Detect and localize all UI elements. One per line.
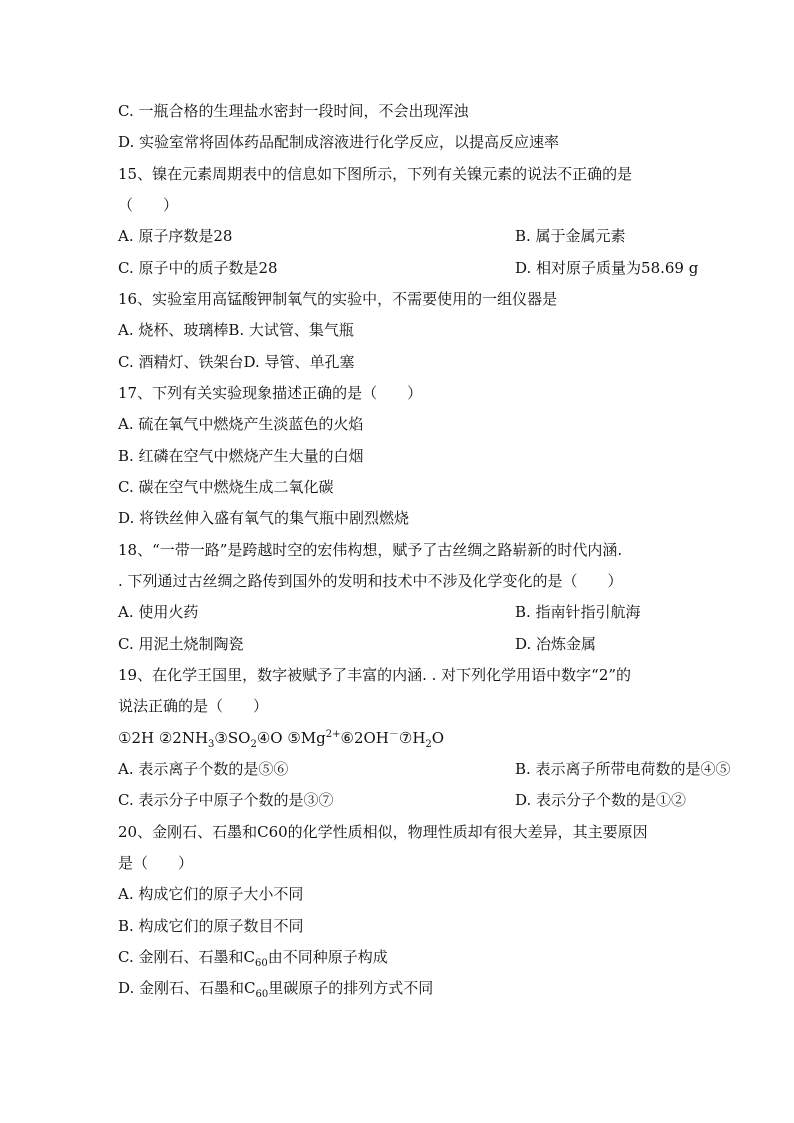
text-line: C. 一瓶合格的生理盐水密封一段时间，不会出现浑浊: [118, 102, 469, 120]
option: A. 烧杯、玻璃棒B. 大试管、集气瓶: [118, 321, 354, 339]
question-20-stem: 20、金刚石、石墨和C60的化学性质相似，物理性质却有很大差异，其主要原因: [118, 823, 648, 841]
question-20-stem: 是（ ）: [118, 854, 194, 872]
option-row: [118, 256, 699, 280]
question-19-stem: 说法正确的是（ ）: [118, 697, 269, 715]
option: C. 金刚石、石墨和$C_{60}$由不同种原子构成: [118, 948, 388, 969]
option: A. 使用火药: [118, 603, 199, 621]
option: C. 原子中的质子数是28: [118, 259, 278, 277]
question-17-stem: 17、下列有关实验现象描述正确的是（ ）: [118, 384, 423, 402]
option: C. 碳在空气中燃烧生成二氧化碳: [118, 478, 334, 496]
option-row: [118, 632, 597, 656]
option: C. 酒精灯、铁架台D. 导管、单孔塞: [118, 353, 355, 371]
question-18-stem: 18、“一带一路”是跨越时空的宏伟构想，赋予了古丝绸之路崭新的时代内涵.: [118, 541, 623, 559]
question-19-stem: 19、在化学王国里，数字被赋予了丰富的内涵. . 对下列化学用语中数字“2”的: [118, 666, 632, 684]
option-row: [118, 788, 687, 812]
option: D. 冶炼金属: [515, 635, 597, 653]
option: A. 表示离子个数的是⑤⑥: [118, 760, 289, 778]
option: C. 表示分子中原子个数的是③⑦: [118, 791, 334, 809]
answer-parentheses: （ ）: [118, 196, 179, 214]
option: A. 硫在氧气中燃烧产生淡蓝色的火焰: [118, 415, 364, 433]
option: B. 表示离子所带电荷数的是④⑤: [515, 760, 731, 778]
option-row: [118, 600, 641, 624]
option: D. 金刚石、石墨和$C_{60}$里碳原子的排列方式不同: [118, 979, 434, 1000]
option: A. 构成它们的原子大小不同: [118, 885, 304, 903]
option-row: [118, 757, 731, 781]
option: D. 将铁丝伸入盛有氧气的集气瓶中剧烈燃烧: [118, 509, 410, 527]
option: B. 指南针指引航海: [515, 603, 641, 621]
question-16-stem: 16、实验室用高锰酸钾制氧气的实验中，不需要使用的一组仪器是: [118, 290, 558, 308]
option: C. 用泥土烧制陶瓷: [118, 635, 244, 653]
option: B. 构成它们的原子数目不同: [118, 917, 304, 935]
option-row: [118, 224, 626, 248]
question-18-stem: . 下列通过古丝绸之路传到国外的发明和技术中不涉及化学变化的是（ ）: [118, 572, 623, 590]
option: A. 原子序数是28: [118, 227, 233, 245]
option: B. 红磷在空气中燃烧产生大量的白烟: [118, 447, 364, 465]
option: D. 相对原子质量为58.69 g: [515, 259, 699, 277]
option: B. 属于金属元素: [515, 227, 626, 245]
text-line: D. 实验室常将固体药品配制成溶液进行化学反应，以提高反应速率: [118, 133, 560, 151]
option: D. 表示分子个数的是①②: [515, 791, 687, 809]
chemical-formulas: ①2H $②2NH_3③SO_2④O$ $⑤Mg^{2+}⑥2OH^-⑦H_2O$: [118, 729, 445, 750]
question-15-stem: 15、镍在元素周期表中的信息如下图所示，下列有关镍元素的说法不正确的是: [118, 165, 633, 183]
